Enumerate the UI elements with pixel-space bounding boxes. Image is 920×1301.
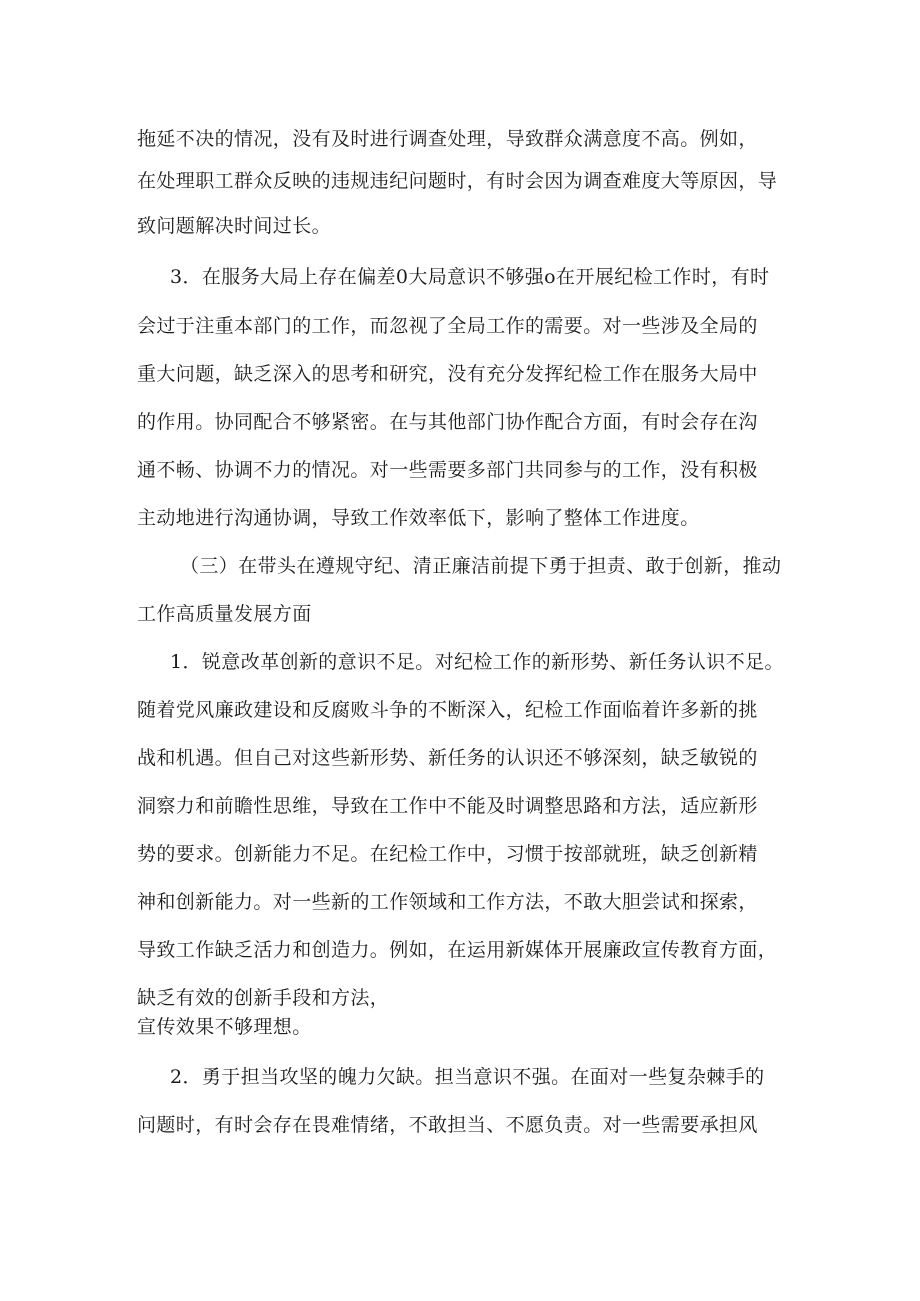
text-line: 会过于注重本部门的工作，而忽视了全局工作的需要。对一些涉及全局的 (137, 315, 758, 337)
section-heading-line: 工作高质量发展方面 (137, 603, 312, 625)
text-line: 3．在服务大局上存在偏差0大局意识不够强o在开展纪检工作时，有时 (170, 266, 770, 288)
text-line: 的作用。协同配合不够紧密。在与其他部门协作配合方面，有时会存在沟 (137, 411, 758, 433)
text-line: 1．锐意改革创新的意识不足。对纪检工作的新形势、新任务认识不足。 (170, 651, 784, 673)
text-line: 2．勇于担当攻坚的魄力欠缺。担当意识不强。在面对一些复杂棘手的 (170, 1066, 765, 1088)
text-line: 宣传效果不够理想。 (137, 1016, 312, 1038)
text-line: 致问题解决时间过长。 (137, 215, 332, 237)
text-line: 洞察力和前瞻性思维，导致在工作中不能及时调整思路和方法，适应新形 (137, 795, 758, 817)
text-line: 重大问题，缺乏深入的思考和研究，没有充分发挥纪检工作在服务大局中 (137, 363, 758, 385)
text-line: 随着党风廉政建设和反腐败斗争的不断深入，纪检工作面临着许多新的挑 (137, 699, 758, 721)
section-heading-line: （三）在带头在遵规守纪、清正廉洁前提下勇于担责、敢于创新，推动 (180, 555, 782, 577)
text-line: 战和机遇。但自己对这些新形势、新任务的认识还不够深刻，缺乏敏锐的 (137, 747, 758, 769)
text-line: 势的要求。创新能力不足。在纪检工作中，习惯于按部就班，缺乏创新精 (137, 843, 758, 865)
text-line: 在处理职工群众反映的违规违纪问题时，有时会因为调查难度大等原因，导 (137, 170, 778, 192)
text-line: 拖延不决的情况，没有及时进行调查处理，导致群众满意度不高。例如， (137, 128, 758, 150)
text-line: 主动地进行沟通协调，导致工作效率低下，影响了整体工作进度。 (137, 507, 700, 529)
text-line: 问题时，有时会存在畏难情绪，不敢担当、不愿负责。对一些需要承担风 (137, 1114, 758, 1136)
text-line: 神和创新能力。对一些新的工作领域和工作方法，不敢大胆尝试和探索， (137, 891, 758, 913)
text-line: 通不畅、协调不力的情况。对一些需要多部门共同参与的工作，没有积极 (137, 459, 758, 481)
text-line: 缺乏有效的创新手段和方法， (137, 987, 390, 1009)
text-line: 导致工作缺乏活力和创造力。例如，在运用新媒体开展廉政宣传教育方面， (137, 939, 778, 961)
